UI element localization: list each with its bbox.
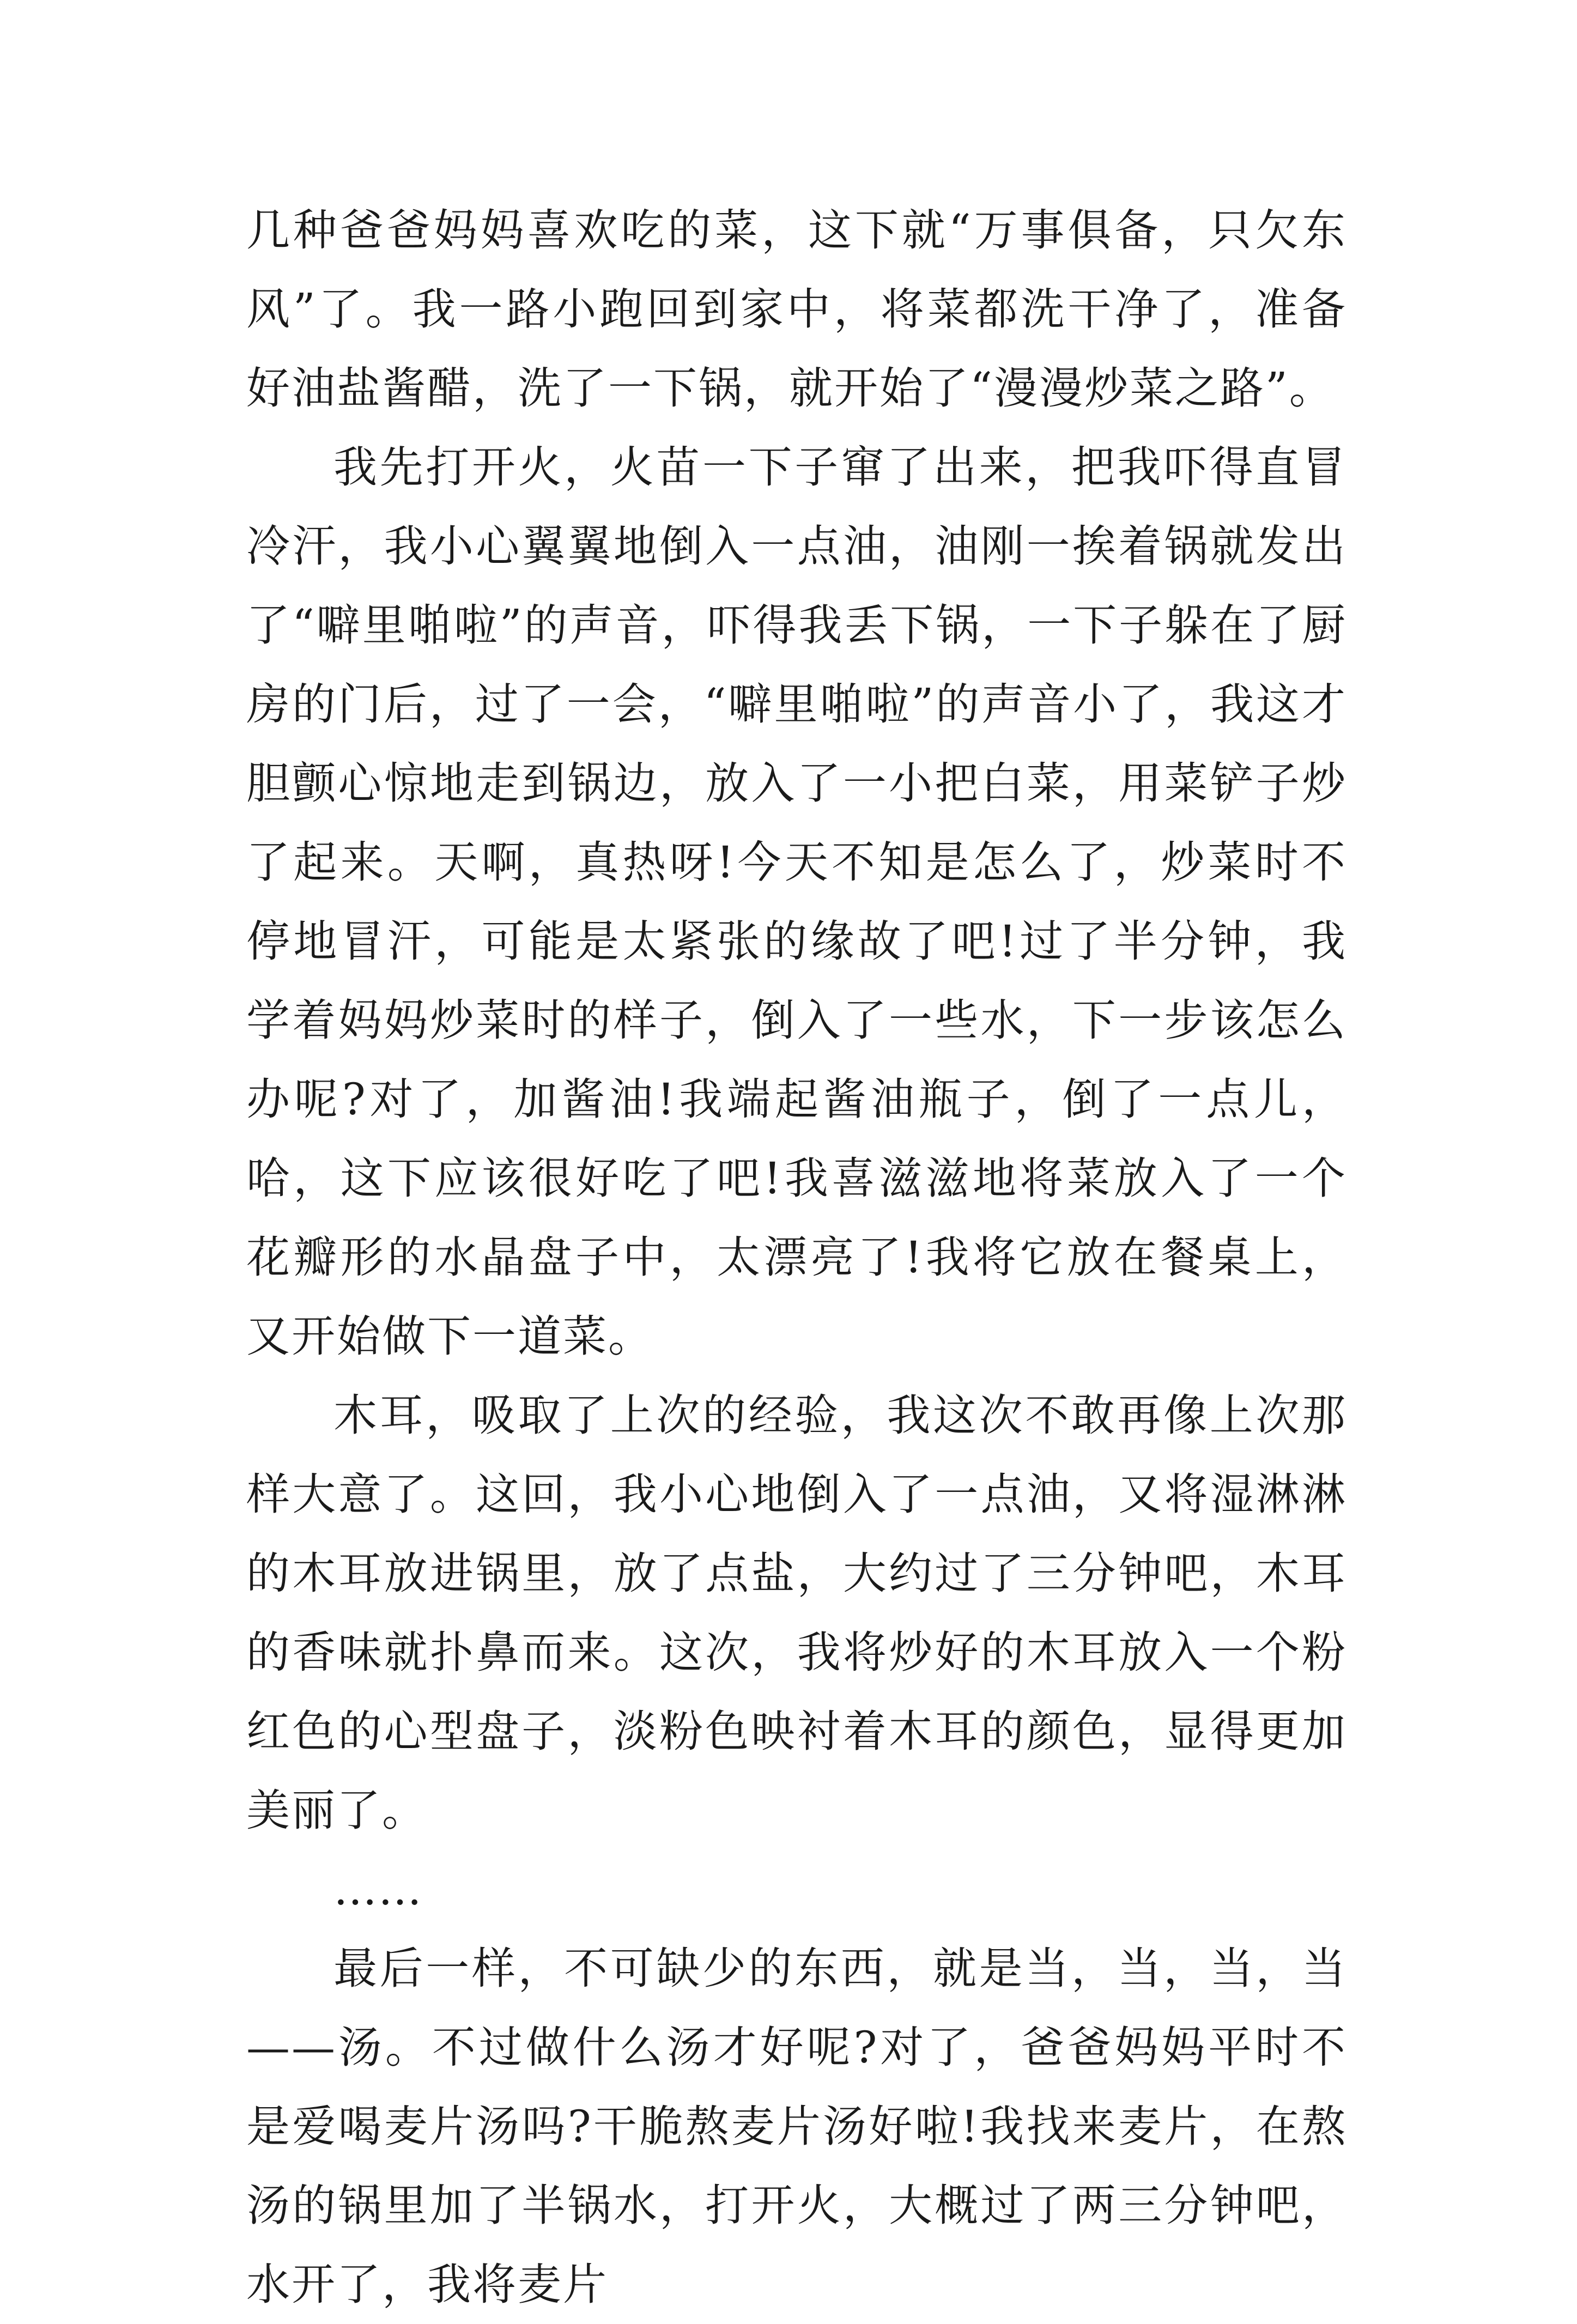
document-page xyxy=(246,191,1347,2324)
paragraph-first-dish: 我先打开火，火苗一下子窜了出来，把我吓得直冒冷汗，我小心翼翼地倒入一点油，油刚一挨着锅就发出了“噼里啪啦”的声音，吓得我丢下锅，一下子躲在了厨房的门后，过了一会，“噼里啪啦”的声音小了，我这才胆颤心惊地走到锅边，放入了一小把白菜，用菜铲子炒了起来。天啊，真热呀!今天不知是怎么了，炒菜时不停地冒汗，可能是太紧张的缘故了吧!过了半分钟，我学着妈妈炒菜时的样子，倒入了一些水，下一步该怎么办呢?对了，加酱油!我端起酱油瓶子，倒了一点儿，哈，这下应该很好吃了吧!我喜滋滋地将菜放入了一个花瓣形的水晶盘子中，太漂亮了!我将它放在餐桌上，又开始做下一道菜。 xyxy=(246,442,1347,1362)
paragraph-ellipsis: …… xyxy=(333,1864,423,1915)
paragraph-soup: 最后一样，不可缺少的东西，就是当，当，当，当——汤。不过做什么汤才好呢?对了，爸爸妈妈平时不是爱喝麦片汤吗?干脆熬麦片汤好啦!我找来麦片，在熬汤的锅里加了半锅水，打开火，大概过了两三分钟吧，水开了，我将麦片 xyxy=(246,1943,1347,2310)
paragraph-shopping-prep: 几种爸爸妈妈喜欢吃的菜，这下就“万事俱备，只欠东风”了。我一路小跑回到家中，将菜都洗干净了，准备好油盐酱醋，洗了一下锅，就开始了“漫漫炒菜之路”。 xyxy=(246,205,1347,414)
paragraph-wood-ear: 木耳，吸取了上次的经验，我这次不敢再像上次那样大意了。这回，我小心地倒入了一点油，又将湿淋淋的木耳放进锅里，放了点盐，大约过了三分钟吧，木耳的香味就扑鼻而来。这次，我将炒好的木耳放入一个粉红色的心型盘子，淡粉色映衬着木耳的颜色，显得更加美丽了。 xyxy=(246,1390,1347,1836)
